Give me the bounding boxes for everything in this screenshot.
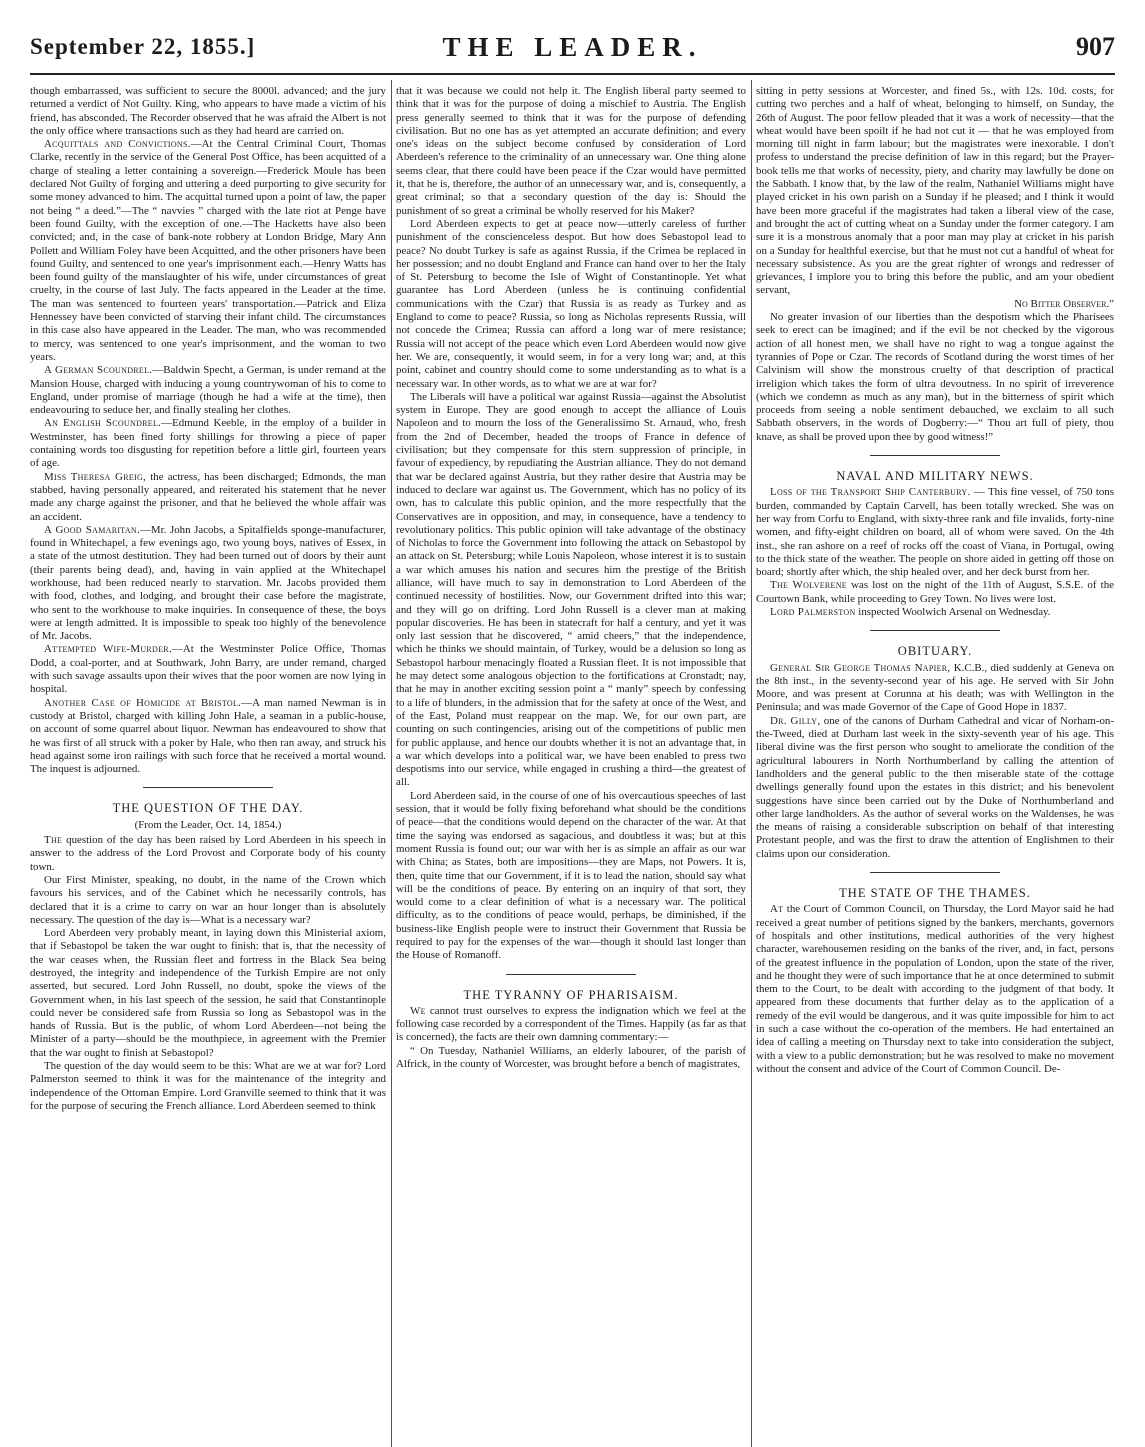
article-paragraph	[396, 1005, 746, 1045]
run-in-title: Another Case of Homicide at Bristol.	[44, 696, 242, 709]
run-in-title: Dr. Gilly,	[770, 714, 821, 727]
news-item	[30, 697, 386, 777]
news-item	[30, 364, 386, 417]
column-divider	[391, 80, 392, 1447]
news-item	[30, 138, 386, 364]
news-text: K.C.B., died suddenly at Geneva on the 8th inst., in the seventy-second year of his age. He served with Sir John Moore, and was present at Corunna at his death; was with Wellington in the Peninsula; and was made Governor of the Cape of Good Hope in 1837.	[756, 661, 1114, 714]
article-paragraph: sitting in petty sessions at Worcester, and fined 5s., with 12s. 10d. costs, for cutting two perches and a half of wheat, belonging to himself, on Sunday, the 26th of August. The poor fellow pleaded that it was a work of necessity—that the wheat would have been spoilt if he had not cut it — that he was employed from morning till night in farm labour; but the magistrates were inexorable. I don't profess to understand the precise definition of law in this regard; but the Prayer-book tells me that works of necessity, piety, and charity may lawfully be done on the Sabbath. I know that, by the law of the realm, Nathaniel Williams might have played cricket in his own parish on a Sunday if he pleased; and I think it would have been more graceful if the magistrates had taken a liberal view of the case, and brought the act of cutting wheat on a Sunday under the former category. I am sure it is a monstrous anomaly that a poor man may play at cricket in his parish on a Sunday for healthful exercise, but that he must not cut a handful of wheat for necessary subsistence. As you are the great righter of wrongs and redresser of grievances, I implore you to bring this before the public, and am your obedient servant,	[756, 85, 1114, 297]
article-paragraph	[30, 834, 386, 874]
news-text: was lost on the night of the 11th of August, S.S.E. of the Courtown Bank, while proceeding to Grey Town. No lives were lost.	[756, 579, 1114, 605]
column-divider	[751, 80, 752, 1447]
run-in-title: We	[410, 1004, 426, 1017]
run-in-title: Miss Theresa Greig,	[44, 470, 147, 483]
article-paragraph: Lord Aberdeen expects to get at peace now—utterly careless of further punishment of the conscienceless despot. But how does Sebastopol lead to peace? No doubt Turkey is safe as against Russia, if the Crimea be replaced in her possession; and no doubt England and France can hand over to her the Italy of St. Petersburg to become the Isle of Wight of Constantinople. Yet what guarantee has Lord Aberdeen (unless he is continuing confidential communications with the Czar) that Russia is as ready as Turkey and as England to come to peace? Russia, so long as Nicholas represents Russia, will not concede the Crimea; Russia can afford a long war of mere resistance; Russia will not accept of the peace which even Lord Aberdeen would now give her. We are, consequently, it would seem, in for a very long war; and, at this point, cabinet and country should come to some understanding as to what is a necessary war. In other words, as to what we are at war for?	[396, 217, 746, 390]
article-paragraph: Lord Aberdeen very probably meant, in laying down this Ministerial axiom, that if Sebastopol be taken the war ought to finish: that is, that the necessity of the war ceases when, the Russian fleet and fortress in the Black Sea being destroyed, the integrity and independence of the Turkish Empire are not only asserted, but secured. Lord John Russell, no doubt, spoke the views of the Government when, in his last speech of the session, he said that Constantinople could never be considered safe from Russia so long as Sebastopol was in the hands of Russia. But is the public, of whom Lord Aberdeen—not being the Minister of a party—should be the mouthpiece, in agreement with the Premier that the war ought to finish at Sebastopol?	[30, 927, 386, 1059]
news-item	[756, 903, 1114, 1076]
run-in-title: A German Scoundrel.	[44, 364, 153, 377]
run-in-title: Acquittals and Convictions.	[44, 138, 191, 151]
news-text: — This fine vessel, of 750 tons burden, commanded by Captain Carvell, has been totally wrecked. She was on her way from Corfu to England, with sixty-three rank and file invalids, forty-nine women, and fifty-eight children on board, all of whom were saved. On the 4th inst., she ran ashore on a reef of rocks off the coast of Viana, in Portugal, owing to the thick state of the weather. The people on shore aided in getting off those on board; shortly after which, the ship healed over, and her deck burst from her.	[756, 486, 1114, 579]
section-heading: THE STATE OF THE THAMES.	[839, 886, 1031, 901]
masthead	[30, 28, 1115, 68]
run-in-title: Loss of the Transport Ship Canterbury.	[770, 486, 971, 499]
section-heading: THE TYRANNY OF PHARISAISM.	[463, 987, 679, 1002]
news-text: —At the Central Criminal Court, Thomas Clarke, recently in the service of the General Post Office, has been acquitted of a charge of stealing a letter containing a sovereign.—Frederick Moule has been declared Not Guilty of forging and uttering a deed purporting to give security for some money advanced to him. The acquittal turned upon a point of law, the paper not being “ a deed.”—The “ navvies ” charged with the late riot at Penge have been found Guilty, with the exception of one.—The Hacketts have also been convicted; and, in the case of bank-note robbery at London Bridge, Mary Ann Pollett and William Foley have been Acquitted, and the other prisoners have been found Guilty, and sentenced to one year's imprisonment each.—Henry Watts has been found guilty of the manslaughter of his wife, under circumstances of great cruelty, in the course of last July. The facts appeared in the Leader at the time. The man was sentenced to fourteen years' transportation.—Patrick and Eliza Hennessey have been convicted of starving their infant child. The circumstances in this case also have appeared in the Leader. The man, who was recommended to mercy, was sentenced to one year's imprisonment, and the woman to two years.	[30, 138, 386, 363]
news-item	[756, 486, 1114, 579]
article-paragraph: though embarrassed, was sufficient to secure the 8000l. advanced; and the jury returned a verdict of Not Guilty. King, who appears to have made a victim of his friend, has absconded. The Recorder observed that he was afraid the Albert is not the only office where transactions such as they had heard are carried on.	[30, 85, 386, 137]
news-text: —Baldwin Specht, a German, is under remand at the Mansion House, charged with inducing a young countrywoman of his to come to England, under promise of marriage (though he had a wife at the time), then endeavouring to seduce her, and finally stealing her clothes.	[30, 364, 386, 417]
section-rule	[506, 974, 636, 975]
run-in-title: At	[770, 903, 784, 916]
column-1	[30, 85, 386, 1447]
section-heading: THE QUESTION OF THE DAY.	[112, 801, 304, 816]
news-text: cannot trust ourselves to express the indignation which we feel at the following case recorded by a correspondent of the Times. Happily (as far as that is concerned), the facts are their own damning commentary:—	[396, 1004, 746, 1044]
signature-text: No Bitter Observer.”	[1014, 297, 1114, 310]
masthead-rule	[30, 73, 1115, 75]
news-text: —Mr. John Jacobs, a Spitalfields sponge-manufacturer, found in Whitechapel, a few evenings ago, two young boys, natives of Essex, in a state of the utmost destitution. They had been turned out of doors by their aunt (their parents being dead), and, having in vain applied at the Whitechapel workhouse, had been reduced nearly to starvation. Mr. Jacobs provided them with food, clothes, and lodging, and brought their case before the magistrate, who sent to the workhouse to make inquiries. In consequence of these, the boys were at length admitted. It is impossible to speak too highly of the benevolence of Mr. Jacobs.	[30, 523, 386, 643]
column-3	[756, 85, 1114, 1447]
column-2	[396, 85, 746, 1447]
news-item	[30, 471, 386, 524]
news-text: the actress, has been discharged; Edmonds, the man stabbed, having personally appeared, and reiterated his statement that he never made any charge against the prisoner, and that he believed the whole affair was an accident.	[30, 470, 386, 523]
article-paragraph: “ On Tuesday, Nathaniel Williams, an elderly labourer, of the parish of Alfrick, in the county of Worcester, was brought before a bench of magistrates,	[396, 1044, 746, 1071]
article-paragraph: Our First Minister, speaking, no doubt, in the name of the Crown which favours his services, and of the Cabinet which he necessarily controls, has declared that it is a crime to carry on war an hour longer than is absolutely necessary. The question of the day is—What is a necessary war?	[30, 873, 386, 926]
letter-signature	[756, 298, 1114, 311]
section-heading: OBITUARY.	[897, 644, 973, 659]
section-rule	[143, 787, 273, 788]
news-text: one of the canons of Durham Cathedral and vicar of Norham-on-the-Tweed, died at Durham last week in the sixty-seventh year of his age. This liberal divine was the first person who sought to ameliorate the condition of the agricultural labourers in North Northumberland by calling the attention of landholders and the general public to the then miserable state of the cottage dwellings generally found upon the estates in this district; and his benevolent suggestions have since been carried out by the Duke of Northumberland and other large landholders. As the author of several works on the Waldenses, he was the means of raising a considerable subscription on behalf of that interesting Protestant people, and was the first to draw the attention of Englishmen to their claims upon our consideration.	[756, 714, 1114, 860]
article-paragraph: The Liberals will have a political war against Russia—against the Absolutist system in Europe. They are good enough to accept the alliance of Louis Napoleon and to mourn the loss of the Generalissimo St. Arnaud, who, fresh from the 2nd of December, headed the troops of France in defence of civilisation; but they compensate for this stern suppression of principle, in favour of expediency, by repudiating the Austrian alliance. They do not demand that war be declared against Austria, but they rather desire that Austria may be induced to declare war against us. The Government, which has no policy of its own, has to calculate this public opinion, and the more respectfully that the Conservatives are in opposition, and may, in consequence, have a tendency to revolutionary politics. This public opinion will take advantage of the obstinacy of Nicholas to force the Government into following the attack on Sebastopol by an attack on St. Petersburg; while Louis Napoleon, whose interest it is to sustain a war which amuses his nation and secures him the prestige of the British alliance, will have much to say in demonstration to Lord Aberdeen of the continued necessity of hostilities. Now, our Government drifted into this war; and they will go on drifting. Lord John Russell is a clever man at making popular discoveries. He has been in statecraft for half a century, and yet it was only last session that he discovered, “ amid cheers,” that the independence, which he thinks we should maintain, of Turkey, would be a delusion so long as Sebastopol harbour menacingly floated a Russian fleet. It is not impossible that he may detect some analogous objection to the fortifications at Cronstadt; nay, that he may in another exciting session point a “ manly” speech by confessing to a life of blunders, in the admission that for the safety at once of the West, and of the East, Poland must reappear on the map. We, for our own part, are counting on such contingencies, arising out of the competitions of public men for public applause, and hence our doubts whether it is not an advantage that, in a war which develops into a political war, we have been enabled to press two despotisms into our service, while engaged in crushing a third—the greatest of all.	[396, 390, 746, 789]
article-paragraph: No greater invasion of our liberties than the despotism which the Pharisees seek to erect can be imagined; and if the evil be not checked by the vigorous action of all honest men, we shall have no right to wag a tongue against the tyrannies of Pope or Czar. The records of Scotland during the worst times of her Calvinism will show the monstrous cruelty of that description of practical irreligion which takes the form of ultra devoutness. In no spirit of irreverence (which we condemn as much as any man), but in the bitterness of spirit which proceeds from seeing a noble sentiment debauched, we exclaim to all such Sabbath observers, in the words of Dogberry:—“ Thou art full of piety, thou knave, as shall be proved upon thee by good witness!”	[756, 311, 1114, 443]
news-item	[30, 643, 386, 696]
news-text: the Court of Common Council, on Thursday, the Lord Mayor said he had received a great number of petitions signed by the bankers, merchants, governors of hospitals and other institutions, medical authorities of the very highest character, warehousemen residing on the banks of the river, and, in fact, persons of the greatest influence in the population of London, upon the state of the river, and he thought they were of such importance that he at once determined to submit them to the Court, to be dealt with according to the judgment of that body. It appeared from these documents that further delay as to the application of a remedy of the evil would be dangerous, and it was quite impossible for him to act in such a case without the co-operation of the members. He had entertained an idea of calling a meeting on Thursday next to take into consideration the subject, with a view to a public demonstration; but he was resolved to make no movement without the consent and advice of the Court of Common Council. De-	[756, 903, 1114, 1075]
article-paragraph: that it was because we could not help it. The English liberal party seemed to think that it was for the purpose of doing a mischief to Austria. The English press generally seemed to think that it was for the purpose of defending civilisation. But no one has as yet attempted an accurate definition; and every one's ideas on the subject become confused by consideration of Lord Aberdeen's reference to the criminality of an unnecessary war. One thing alone seems clear, that there could have been peace if the Czar would have permitted it, that he is, therefore, the author of an unnecessary war, and is, consequently, a great criminal; so that a secondary question of the day is: Should the punishment of so great a criminal be wholly reserved for his Maker?	[396, 85, 746, 217]
newspaper-title: THE LEADER.	[442, 32, 703, 62]
news-item	[756, 715, 1114, 861]
run-in-title: An English Scoundrel.	[44, 417, 162, 430]
news-item	[756, 662, 1114, 715]
article-paragraph: The question of the day would seem to be this: What are we at war for? Lord Palmerston seemed to think it was for the maintenance of the integrity and independence of the Ottoman Empire. Lord Granville seemed to think that it was for the purpose of securing the French alliance. Lord Aberdeen seemed to think	[30, 1060, 386, 1112]
section-rule	[870, 872, 1000, 873]
run-in-title: General Sir George Thomas Napier,	[770, 661, 951, 674]
issue-date: September 22, 1855.]	[30, 34, 256, 59]
news-text: —Edmund Keeble, in the employ of a builder in Westminster, has been fined forty shillings for throwing a piece of paper containing words too disgusting for repetition before a little girl, fourteen years of age.	[30, 417, 386, 470]
section-heading: NAVAL AND MILITARY NEWS.	[836, 469, 1034, 484]
news-item	[756, 579, 1114, 606]
section-subheading: (From the Leader, Oct. 14, 1854.)	[134, 818, 282, 831]
news-text: inspected Woolwich Arsenal on Wednesday.	[855, 605, 1051, 618]
news-item	[756, 606, 1114, 619]
run-in-title: The	[44, 834, 63, 847]
news-text: —At the Westminster Police Office, Thomas Dodd, a coal-porter, and at Southwark, John Barry, are under remand, charged with such savage assaults upon their wives that the poor women are now lying in hospital.	[30, 643, 386, 696]
run-in-title: A Good Samaritan.	[44, 523, 141, 536]
article-paragraph: Lord Aberdeen said, in the course of one of his overcautious speeches of last session, that it would be folly fixing beforehand what should be the conditions of peace—that the conditions would depend on the character of the war. At that time the saying was endorsed as sagacious, and doubtless it was; but at this moment Russia is found out; our war with her is as simple an affair as our war with China; as States, both are impositions—they are Maps, not Powers. It is, then, quite time that our Government, if it is to lead the nation, should say what will be the conditions of peace. By entering on an inquiry of that sort, they would come to a clear definition of what is a necessary war. The political difficulty, as to the conditions of peace would, perhaps, be diminished, if the business-like English people were to instruct their Government that Russia be required to pay for the expenses of the war—though it should last longer than the House of Romanoff.	[396, 789, 746, 962]
news-item	[30, 417, 386, 470]
run-in-title: The Wolverene	[770, 579, 847, 592]
news-text: question of the day has been raised by Lord Aberdeen in his speech in answer to the address of the Lord Provost and Corporate body of his county town.	[30, 834, 386, 873]
news-text: —A man named Newman is in custody at Bristol, charged with killing John Hale, a seaman in a public-house, on account of some quarrel about liquor. Newman has endeavoured to show that he was first of all struck with a poker by Hale, who then ran away, and struck his head against some iron railings with such force that he received a mortal wound. The inquest is adjourned.	[30, 696, 386, 776]
run-in-title: Attempted Wife-Murder.	[44, 643, 172, 656]
news-item	[30, 524, 386, 644]
section-rule	[870, 630, 1000, 631]
run-in-title: Lord Palmerston	[770, 605, 856, 618]
section-rule	[870, 455, 1000, 456]
page-number: 907	[1076, 32, 1115, 61]
